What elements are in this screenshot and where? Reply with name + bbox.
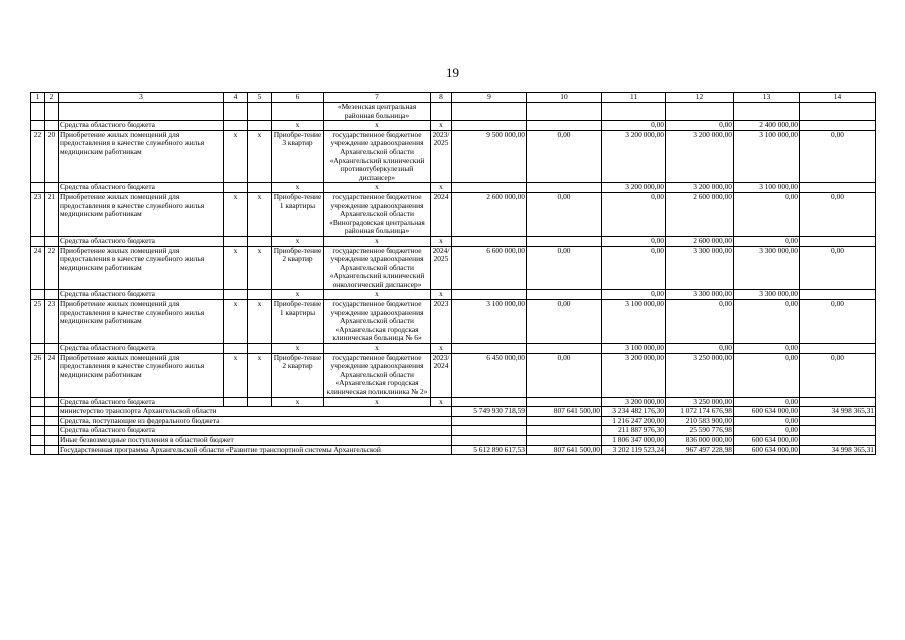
source-value: 0,00	[734, 397, 800, 407]
empty-cell	[45, 397, 59, 407]
row-cell-col-1: 26	[31, 353, 45, 397]
table-row	[31, 246, 876, 290]
empty-cell	[31, 183, 45, 193]
row-cell-col-10: 0,00	[527, 353, 602, 397]
row-cell-col-2: 22	[45, 246, 59, 290]
totals-value: 210 583 900,00	[666, 416, 734, 426]
x-mark: х	[272, 344, 324, 354]
row-cell-col-7: государственное бюджетное учреждение здравоохранения Архангельской области «Архангельская городская клиническая больница № 6»	[324, 300, 431, 344]
source-value	[527, 236, 602, 246]
row-cell-col-8: 2023	[431, 300, 452, 344]
row-cell-col-1: 25	[31, 300, 45, 344]
totals-value: 34 998 365,31	[800, 407, 876, 417]
totals-row	[31, 416, 876, 426]
row-cell-col-5: х	[248, 130, 272, 183]
source-value	[800, 121, 876, 131]
row-cell-col-11: 3 100 000,00	[602, 300, 666, 344]
header-cell: 5	[248, 93, 272, 103]
row-cell-col-2: 24	[45, 353, 59, 397]
row-cell-col-14: 0,00	[800, 130, 876, 183]
totals-row	[31, 426, 876, 436]
row-cell-col-4: х	[224, 130, 248, 183]
row-cell-col-3: Приобретение жилых помещений для предоставления в качестве служебного жилья медицинским работникам	[59, 192, 224, 236]
row-cell-col-12: 3 250 000,00	[666, 353, 734, 397]
row-cell-col-4: х	[224, 246, 248, 290]
source-value: 3 200 000,00	[602, 183, 666, 193]
source-value	[452, 236, 527, 246]
totals-label: Государственная программа Архангельской области «Развитие транспортной системы Архангельской	[59, 445, 452, 455]
source-value: 3 250 000,00	[666, 397, 734, 407]
header-cell: 13	[734, 93, 800, 103]
empty-cell	[31, 344, 45, 354]
empty-cell	[45, 121, 59, 131]
source-value	[527, 397, 602, 407]
empty-cell	[248, 344, 272, 354]
source-value	[527, 290, 602, 300]
row-cell-col-14: 0,00	[800, 353, 876, 397]
row-cell-col-7: государственное бюджетное учреждение здравоохранения Архангельской области «Виноградовская центральная районная больница»	[324, 192, 431, 236]
empty-cell	[45, 426, 59, 436]
row-cell-col-6: Приобре-тение 1 квартиры	[272, 300, 324, 344]
x-mark: х	[324, 397, 431, 407]
row-cell-col-11: 3 200 000,00	[602, 353, 666, 397]
source-value	[452, 121, 527, 131]
row-cell-col-9: 6 450 000,00	[452, 353, 527, 397]
empty-cell	[45, 416, 59, 426]
row-cell-col-5: х	[248, 192, 272, 236]
source-value	[800, 183, 876, 193]
table-row	[31, 300, 876, 344]
source-value	[452, 290, 527, 300]
x-mark: х	[324, 236, 431, 246]
source-label: Средства областного бюджета	[59, 397, 224, 407]
row-cell-col-8: 2024	[431, 192, 452, 236]
x-mark: х	[431, 183, 452, 193]
row-cell-col-14: 0,00	[800, 246, 876, 290]
row-cell-col-6: Приобре-тение 2 квартир	[272, 246, 324, 290]
row-cell-col-12: 0,00	[666, 300, 734, 344]
empty-cell	[45, 183, 59, 193]
source-value	[452, 183, 527, 193]
row-cell-col-8: 2023/ 2024	[431, 353, 452, 397]
row-cell-col-9: 3 100 000,00	[452, 300, 527, 344]
row-cell-col-6: Приобре-тение 3 квартир	[272, 130, 324, 183]
x-mark: х	[431, 236, 452, 246]
totals-value	[800, 426, 876, 436]
row-cell-col-8: 2024/ 2025	[431, 246, 452, 290]
row-cell-col-14: 0,00	[800, 300, 876, 344]
row-cell-col-7: государственное бюджетное учреждение здравоохранения Архангельской области «Архангельский клинический онкологический диспансер»	[324, 246, 431, 290]
source-value: 0,00	[734, 236, 800, 246]
source-value	[800, 344, 876, 354]
empty-cell	[45, 290, 59, 300]
row-cell-col-4: х	[224, 353, 248, 397]
row-cell-col-12: 3 200 000,00	[666, 130, 734, 183]
totals-value	[527, 416, 602, 426]
source-label: Средства областного бюджета	[59, 290, 224, 300]
empty-cell	[31, 445, 45, 455]
row-cell-col-10: 0,00	[527, 192, 602, 236]
row-cell-col-9: 2 600 000,00	[452, 192, 527, 236]
row-cell-col-2: 21	[45, 192, 59, 236]
source-label: Средства областного бюджета	[59, 344, 224, 354]
source-value: 3 300 000,00	[666, 290, 734, 300]
totals-value: 34 998 365,31	[800, 445, 876, 455]
totals-value: 3 202 119 523,24	[602, 445, 666, 455]
row-cell-col-1: 23	[31, 192, 45, 236]
row-cell-col-3: Приобретение жилых помещений для предоставления в качестве служебного жилья медицинским работникам	[59, 246, 224, 290]
row-cell-col-13: 0,00	[734, 300, 800, 344]
empty-cell	[45, 445, 59, 455]
source-value	[800, 236, 876, 246]
x-mark: х	[272, 183, 324, 193]
source-label: Средства областного бюджета	[59, 236, 224, 246]
totals-value: 600 634 000,00	[734, 445, 800, 455]
row-cell-col-14: 0,00	[800, 192, 876, 236]
row-cell-col-3: Приобретение жилых помещений для предоставления в качестве служебного жилья медицинским работникам	[59, 130, 224, 183]
empty-cell	[31, 397, 45, 407]
source-value: 0,00	[602, 236, 666, 246]
source-value: 3 100 000,00	[602, 344, 666, 354]
x-mark: х	[431, 290, 452, 300]
empty-cell	[248, 236, 272, 246]
header-cell: 1	[31, 93, 45, 103]
totals-value: 5 749 930 718,59	[452, 407, 527, 417]
row-cell-col-5: х	[248, 246, 272, 290]
source-value: 0,00	[602, 290, 666, 300]
row-cell-col-3: Приобретение жилых помещений для предоставления в качестве служебного жилья медицинским работникам	[59, 300, 224, 344]
x-mark: х	[272, 397, 324, 407]
totals-value: 807 641 500,00	[527, 407, 602, 417]
x-mark: х	[324, 183, 431, 193]
totals-value: 5 612 890 617,53	[452, 445, 527, 455]
totals-value: 836 000 000,00	[666, 435, 734, 445]
x-mark: х	[324, 290, 431, 300]
row-cell-col-11: 0,00	[602, 246, 666, 290]
column-number-header	[31, 93, 876, 103]
empty-cell	[45, 236, 59, 246]
x-mark: х	[324, 344, 431, 354]
source-value: 0,00	[666, 344, 734, 354]
source-row	[31, 344, 876, 354]
header-cell: 2	[45, 93, 59, 103]
totals-value: 967 497 228,98	[666, 445, 734, 455]
empty-cell	[31, 416, 45, 426]
empty-cell	[224, 236, 248, 246]
row-cell-col-11: 3 200 000,00	[602, 130, 666, 183]
source-row	[31, 236, 876, 246]
header-cell: 9	[452, 93, 527, 103]
header-cell: 10	[527, 93, 602, 103]
empty-cell	[224, 121, 248, 131]
row-cell-col-12: 3 300 000,00	[666, 246, 734, 290]
totals-value: 1 806 347 000,00	[602, 435, 666, 445]
totals-row	[31, 435, 876, 445]
header-cell: 14	[800, 93, 876, 103]
row-cell-col-12: 2 600 000,00	[666, 192, 734, 236]
totals-label: Средства, поступающие из федерального бюджета	[59, 416, 452, 426]
x-mark: х	[431, 344, 452, 354]
empty-cell	[45, 407, 59, 417]
source-value	[452, 397, 527, 407]
empty-cell	[31, 435, 45, 445]
totals-value: 211 887 976,30	[602, 426, 666, 436]
header-cell: 4	[224, 93, 248, 103]
header-cell: 6	[272, 93, 324, 103]
totals-value	[452, 416, 527, 426]
totals-label: Иные безвозмездные поступления в областной бюджет	[59, 435, 452, 445]
x-mark: х	[272, 121, 324, 131]
row-cell-col-2: 23	[45, 300, 59, 344]
row-cell-col-8: 2023/ 2025	[431, 130, 452, 183]
totals-value	[800, 416, 876, 426]
row-cell-col-4: х	[224, 300, 248, 344]
source-value: 3 100 000,00	[734, 183, 800, 193]
source-row	[31, 183, 876, 193]
empty-cell	[248, 183, 272, 193]
empty-cell	[248, 397, 272, 407]
totals-label: министерство транспорта Архангельской области	[59, 407, 452, 417]
totals-value: 3 234 482 176,30	[602, 407, 666, 417]
header-cell: 12	[666, 93, 734, 103]
empty-cell	[248, 290, 272, 300]
totals-label: Средства областного бюджета	[59, 426, 452, 436]
empty-cell	[31, 121, 45, 131]
x-mark: х	[431, 121, 452, 131]
totals-row	[31, 445, 876, 455]
totals-row	[31, 407, 876, 417]
header-cell: 11	[602, 93, 666, 103]
empty-cell	[248, 121, 272, 131]
empty-cell	[31, 407, 45, 417]
empty-cell	[224, 290, 248, 300]
empty-cell	[45, 344, 59, 354]
totals-value: 807 641 500,00	[527, 445, 602, 455]
source-value: 0,00	[734, 344, 800, 354]
empty-cell	[224, 397, 248, 407]
table-row	[31, 130, 876, 183]
source-value	[527, 344, 602, 354]
totals-value	[527, 435, 602, 445]
source-value: 3 200 000,00	[666, 183, 734, 193]
header-cell: 7	[324, 93, 431, 103]
totals-value: 0,00	[734, 426, 800, 436]
row-cell-col-4: х	[224, 192, 248, 236]
row-cell-col-7: государственное бюджетное учреждение здравоохранения Архангельской области «Архангельская городская клиническая поликлиника № 2»	[324, 353, 431, 397]
header-cell: 8	[431, 93, 452, 103]
x-mark: х	[272, 236, 324, 246]
budget-table	[30, 92, 876, 455]
source-value: 3 300 000,00	[734, 290, 800, 300]
totals-value: 1 072 174 676,98	[666, 407, 734, 417]
row-cell-col-6: Приобре-тение 2 квартир	[272, 353, 324, 397]
row-cell-col-6: Приобре-тение 1 квартиры	[272, 192, 324, 236]
source-value	[800, 290, 876, 300]
row-cell-col-13: 0,00	[734, 192, 800, 236]
empty-cell	[224, 183, 248, 193]
source-value: 0,00	[666, 121, 734, 131]
x-mark: х	[431, 397, 452, 407]
row-cell-col-2: 20	[45, 130, 59, 183]
row-cell-col-13: 0,00	[734, 353, 800, 397]
empty-cell	[31, 236, 45, 246]
source-value: 2 400 000,00	[734, 121, 800, 131]
table-row	[31, 192, 876, 236]
source-value: 0,00	[602, 121, 666, 131]
source-value	[800, 397, 876, 407]
totals-value	[527, 426, 602, 436]
row-cell-col-13: 3 300 000,00	[734, 246, 800, 290]
totals-value: 600 634 000,00	[734, 407, 800, 417]
row-cell-col-3: Приобретение жилых помещений для предоставления в качестве служебного жилья медицинским работникам	[59, 353, 224, 397]
row-cell-col-13: 3 100 000,00	[734, 130, 800, 183]
empty-cell	[224, 344, 248, 354]
row-cell-col-11: 0,00	[602, 192, 666, 236]
row-cell-col-10: 0,00	[527, 300, 602, 344]
table-row	[31, 353, 876, 397]
source-value	[452, 344, 527, 354]
row-cell-col-9: 6 600 000,00	[452, 246, 527, 290]
totals-value: 0,00	[734, 416, 800, 426]
totals-value: 1 216 247 200,00	[602, 416, 666, 426]
empty-cell	[45, 435, 59, 445]
row-cell-col-10: 0,00	[527, 130, 602, 183]
row-cell-col-10: 0,00	[527, 246, 602, 290]
x-mark: х	[272, 290, 324, 300]
row-cell-col-9: 9 500 000,00	[452, 130, 527, 183]
source-value	[527, 183, 602, 193]
row-cell-col-7: государственное бюджетное учреждение здравоохранения Архангельской области «Архангельский клинический противотуберкулезный диспансер»	[324, 130, 431, 183]
row-cell-col-5: х	[248, 300, 272, 344]
empty-cell	[31, 290, 45, 300]
institution-cell: «Мезенская центральная районная больница»	[324, 103, 431, 121]
row-cell-col-5: х	[248, 353, 272, 397]
totals-value	[452, 435, 527, 445]
source-row	[31, 290, 876, 300]
row-cell-col-1: 24	[31, 246, 45, 290]
empty-cell	[31, 426, 45, 436]
page-number: 19	[446, 65, 459, 80]
totals-value	[800, 435, 876, 445]
source-label: Средства областного бюджета	[59, 183, 224, 193]
totals-value: 25 590 776,98	[666, 426, 734, 436]
header-cell: 3	[59, 93, 224, 103]
totals-value: 600 634 000,00	[734, 435, 800, 445]
source-value: 2 600 000,00	[666, 236, 734, 246]
totals-value	[452, 426, 527, 436]
source-value: 3 200 000,00	[602, 397, 666, 407]
source-row	[31, 397, 876, 407]
source-value	[527, 121, 602, 131]
row-cell-col-1: 22	[31, 130, 45, 183]
source-row	[31, 121, 876, 131]
x-mark: х	[324, 121, 431, 131]
continuation-row	[31, 103, 876, 121]
source-label: Средства областного бюджета	[59, 121, 224, 131]
